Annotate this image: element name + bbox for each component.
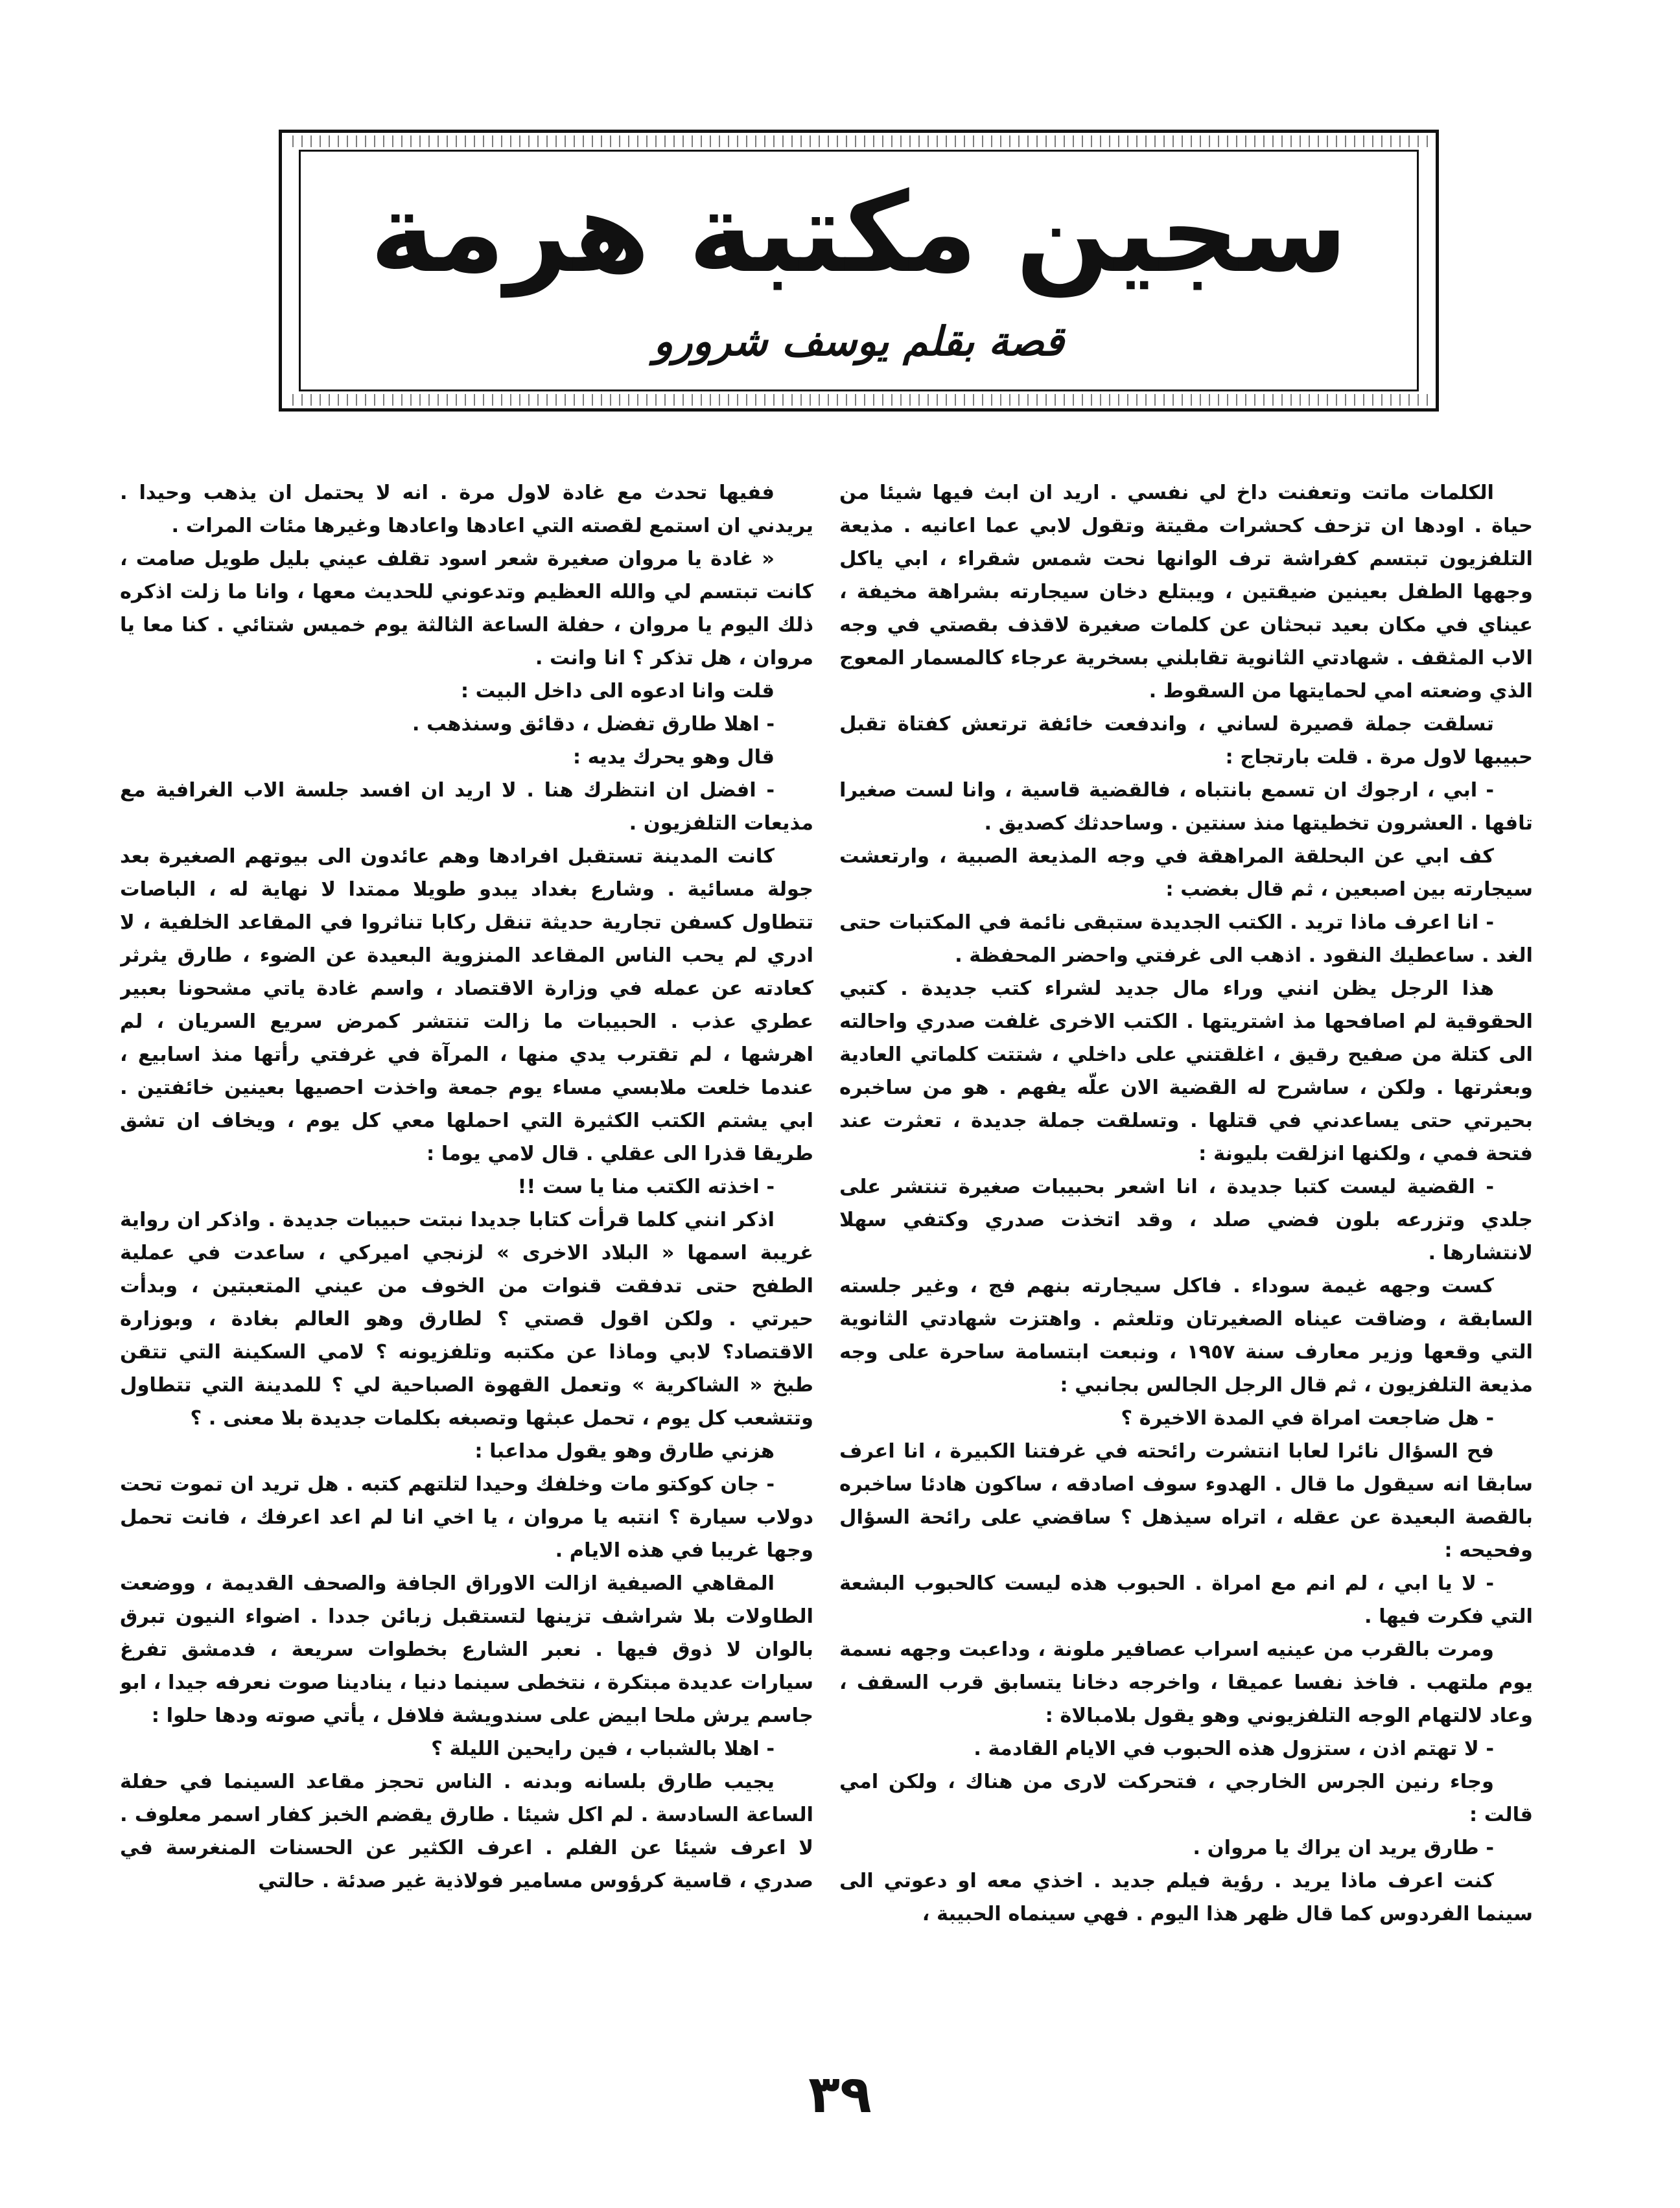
story-byline: قصة بقلم يوسف شرورو bbox=[653, 318, 1064, 365]
paragraph: - لا تهتم اذن ، ستزول هذه الحبوب في الايام القادمة . bbox=[974, 1737, 1494, 1760]
paragraph: قلت وانا ادعوه الى داخل البيت : bbox=[460, 680, 775, 703]
paragraph: كست وجهه غيمة سوداء . فاكل سيجارته بنهم فج ، وغير جلسته السابقة ، وضاقت عيناه الصغيرتان وتلعثم . واهتزت شهادتي الثانوية التي وقعها وزير معارف سنة ١٩٥٧ ، ونبعت ابتسامة ساحرة على وجه مذيعة التلفزيون ، ثم قال الرجل الجالس بجانبي : bbox=[839, 1275, 1533, 1397]
paragraph: - اخذته الكتب منا يا ست !! bbox=[517, 1176, 775, 1198]
paragraph: ففيها تحدث مع غادة لاول مرة . انه لا يحتمل ان يذهب وحيدا . يريدني ان استمع لقصته التي اعادها واعادها وغيرها مئات المرات . bbox=[120, 482, 813, 537]
text-column-right bbox=[839, 476, 1533, 2003]
title-frame bbox=[279, 130, 1439, 412]
paragraph: هزني طارق وهو يقول مداعبا : bbox=[474, 1440, 775, 1463]
paragraph: يجيب طارق بلسانه وبدنه . الناس تحجز مقاعد السينما في حفلة الساعة السادسة . لم اكل شيئا . طارق يقضم الخبز كفار اسمر معلوف . لا اعرف شيئا عن الفلم . اعرف الكثير عن الحسنات المنغرسة في صدري ، قاسية كرؤوس مسامير فولاذية غير صدئة . حالتي bbox=[120, 1771, 813, 1892]
ornament-border-top bbox=[288, 135, 1429, 147]
paragraph: فح السؤال نائرا لعابا انتشرت رائحته في غرفتنا الكبيرة ، انا اعرف سابقا انه سيقول ما قال . الهدوء سوف اصادقه ، ساكون هادئا ساخبره بالقصة البعيدة عن عقله ، اتراه سيذهل ؟ ساقضي على رائحة السؤال وفحيحه : bbox=[839, 1440, 1533, 1562]
paragraph: - انا اعرف ماذا تريد . الكتب الجديدة ستبقى نائمة في المكتبات حتى الغد . ساعطيك النقود . اذهب الى غرفتي واحضر المحفظة . bbox=[839, 911, 1533, 967]
paragraph: وجاء رنين الجرس الخارجي ، فتحركت لارى من هناك ، ولكن امي قالت : bbox=[839, 1771, 1533, 1826]
paragraph: تسلقت جملة قصيرة لساني ، واندفعت خائفة ترتعش كفتاة تقبل حبيبها لاول مرة . قلت بارتجاج : bbox=[839, 713, 1533, 769]
paragraph: ومرت بالقرب من عينيه اسراب عصافير ملونة ، وداعبت وجهه نسمة يوم ملتهب . فاخذ نفسا عميقا ، واخرجه دخانا يتسابق قرب السقف ، وعاد لالتهام الوجه التلفزيوني وهو يقول بلامبالاة : bbox=[839, 1638, 1533, 1727]
paragraph: « غادة يا مروان صغيرة شعر اسود تقلف عيني بليل طويل صامت ، كانت تبتسم لي والله العظيم وتدعوني للحديث معها ، وانا ما زلت اذكره ذلك اليوم يا مروان ، حفلة الساعة الثالثة يوم خميس شتائي . كنا معا يا مروان ، هل تذكر ؟ انا وانت . bbox=[120, 548, 813, 669]
paragraph: - القضية ليست كتبا جديدة ، انا اشعر بحبيبات صغيرة تنتشر على جلدي وتزرعه بلون فضي صلد ، وقد اتخذت صدري وكتفي سهلا لانتشارها . bbox=[839, 1176, 1533, 1264]
paragraph: الكلمات ماتت وتعفنت داخ لي نفسي . اريد ان ابث فيها شيئا من حياة . اودها ان تزحف كحشرات مقيتة وتقول لابي عما اعانيه . مذيعة التلفزيون تبتسم كفراشة ترف الوانها نحت شمس شقراء ، ابي ياكل وجهها الطفل بعينين ضيقتين ، ويبتلع دخان سيجارته بشراهة مخيفة ، عيناي في مكان بعيد تبحثان عن كلمات صغيرة لاقذف بقصتي في وجه الاب المثقف . شهادتي الثانوية تقابلني بسخرية عرجاء كالمسمار المعوج الذي وضعته امي لحمايتها من السقوط . bbox=[839, 482, 1533, 703]
ornament-border-bottom bbox=[288, 394, 1429, 406]
paragraph: - اهلا بالشباب ، فين رايحين الليلة ؟ bbox=[431, 1737, 775, 1760]
paragraph: هذا الرجل يظن انني وراء مال جديد لشراء كتب جديدة . كتبي الحقوقية لم اصافحها مذ اشتريتها . الكتب الاخرى غلفت صدري واحالته الى كتلة من صفيح رقيق ، اغلقتني على داخلي ، شتتت كلماتي العادية وبعثرتها . ولكن ، ساشرح له القضية الان علّه يفهم . هو من ساخبره بحيرتي حتى يساعدني في قتلها . وتسلقت جملة جديدة ، تعثرت عند فتحة فمي ، ولكنها انزلقت بليونة : bbox=[839, 977, 1533, 1165]
paragraph: - اهلا طارق تفضل ، دقائق وسنذهب . bbox=[412, 713, 775, 736]
paragraph: كانت المدينة تستقبل افرادها وهم عائدون الى بيوتهم الصغيرة بعد جولة مسائية . وشارع بغداد يبدو طويلا ممتدا لا نهاية له ، الباصات تتطاول كسفن تجارية حديثة تنقل ركابا تناثروا في المقاعد الخلفية ، لا ادري لم يحب الناس المقاعد المنزوية البعيدة عن الضوء ، طارق يثرثر كعادته عن عمله في وزارة الاقتصاد ، واسم غادة ياتي مشحونا بعبير عطري عذب . الحبيبات ما زالت تنتشر كمرض سريع السريان ، لم اهرشها ، لم تقترب يدي منها ، المرآة في غرفتي رأتها منذ اسابيع ، عندما خلعت ملابسي مساء يوم جمعة واخذت احصيها بعينين خائفتين . ابي يشتم الكتب الكثيرة التي احملها معي كل يوم ، ويخاف ان تشق طريقا قذرا الى عقلي . قال لامي يوما : bbox=[120, 845, 813, 1165]
paragraph: المقاهي الصيفية ازالت الاوراق الجافة والصحف القديمة ، ووضعت الطاولات بلا شراشف تزينها لتستقبل زبائن جددا . اضواء النيون تبرق بالوان لا ذوق فيها . نعبر الشارع بخطوات سريعة ، فدمشق تفرغ سيارات عديدة مبتكرة ، نتخطى سينما دنيا ، ينادينا صوت نعرفه جيدا ، ابو جاسم يرش ملحا ابيض على سندويشة فلافل ، يأتي صوته ودها حلوا : bbox=[120, 1572, 813, 1727]
paragraph: - افضل ان انتظرك هنا . لا اريد ان افسد جلسة الاب الغرافية مع مذيعات التلفزيون . bbox=[120, 779, 813, 835]
paragraph: كف ابي عن البحلقة المراهقة في وجه المذيعة الصبية ، وارتعشت سيجارته بين اصبعين ، ثم قال بغضب : bbox=[839, 845, 1533, 901]
page-number: ٣٩ bbox=[808, 2064, 872, 2124]
paragraph: - لا يا ابي ، لم انم مع امراة . الحبوب هذه ليست كالحبوب البشعة التي فكرت فيها . bbox=[839, 1572, 1533, 1628]
paragraph: - ابي ، ارجوك ان تسمع بانتباه ، فالقضية قاسية ، وانا لست صغيرا تافها . العشرون تخطيتها منذ سنتين . وساحدثك كصديق . bbox=[839, 779, 1533, 835]
paragraph: - هل ضاجعت امراة في المدة الاخيرة ؟ bbox=[1121, 1407, 1494, 1430]
paragraph: قال وهو يحرك يديه : bbox=[572, 746, 775, 769]
text-column-left bbox=[120, 476, 813, 2003]
paragraph: - طارق يريد ان يراك يا مروان . bbox=[1193, 1837, 1494, 1859]
paragraph: اذكر انني كلما قرأت كتابا جديدا نبتت حبيبات جديدة . واذكر ان رواية غريبة اسمها « البلاد الاخرى » لزنجي اميركي ، ساعدت في عملية الطفح حتى تدفقت قنوات من الخوف من عيني المتعبتين ، وبدأت حيرتي . ولكن اقول قصتي ؟ لطارق وهو العالم بغادة ، وبوزارة الاقتصاد؟ لابي وماذا عن مكتبه وتلفزيونه ؟ لامي السكينة التي تتقن طبخ « الشاكرية » وتعمل القهوة الصباحية لي ؟ للمدينة التي تتطاول وتتشعب كل يوم ، تحمل عبثها وتصبغه بكلمات جديدة بلا معنى . ؟ bbox=[120, 1209, 813, 1430]
story-title: سجين مكتبة هرمة bbox=[369, 169, 1348, 297]
paragraph: كنت اعرف ماذا يريد . رؤية فيلم جديد . اخذي معه او دعوتي الى سينما الفردوس كما قال ظهر هذا اليوم . فهي سينماه الحبيبة ، bbox=[839, 1870, 1533, 1925]
paragraph: - جان كوكتو مات وخلفك وحيدا لتلتهم كتبه . هل تريد ان تموت تحت دولاب سيارة ؟ انتبه يا مروان ، يا اخي انا لم اعد اعرفك ، فانت تحمل وجها غريبا في هذه الايام . bbox=[120, 1473, 813, 1562]
